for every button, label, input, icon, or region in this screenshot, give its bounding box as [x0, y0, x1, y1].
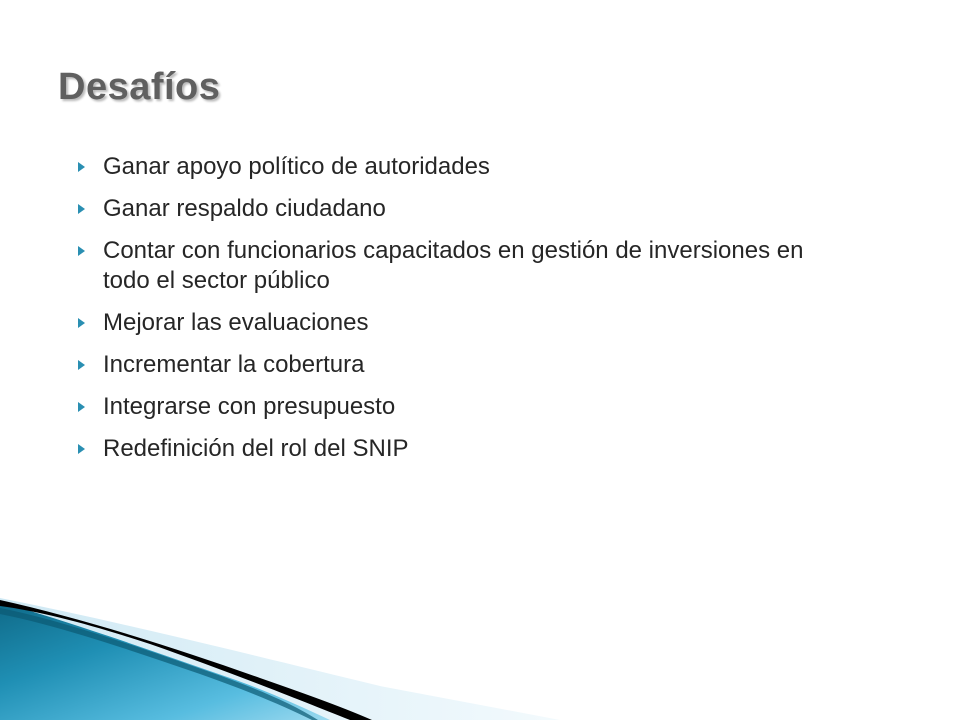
bullet-item: [78, 152, 838, 182]
bullet-item: [78, 434, 838, 464]
right-triangle-bullet-icon: [78, 162, 85, 172]
bullet-item: [78, 350, 838, 380]
right-triangle-bullet-icon: [78, 360, 85, 370]
bullet-text: Incrementar la cobertura: [103, 351, 365, 378]
bullet-text: Ganar apoyo político de autoridades: [103, 153, 490, 180]
right-triangle-bullet-icon: [78, 402, 85, 412]
right-triangle-bullet-icon: [78, 246, 85, 256]
right-triangle-bullet-icon: [78, 204, 85, 214]
bullet-text: Redefinición del rol del SNIP: [103, 435, 409, 462]
bullet-text: Contar con funcionarios capacitados en gestión de inversiones en todo el sector público: [103, 237, 804, 294]
bullet-text: Integrarse con presupuesto: [103, 393, 396, 420]
bullet-item: [78, 308, 838, 338]
bullet-item: [78, 236, 838, 296]
bullet-text: Ganar respaldo ciudadano: [103, 195, 386, 222]
right-triangle-bullet-icon: [78, 444, 85, 454]
right-triangle-bullet-icon: [78, 318, 85, 328]
bullet-list: [78, 152, 838, 464]
bullet-text: Mejorar las evaluaciones: [103, 309, 369, 336]
bullet-item: [78, 392, 838, 422]
bullet-item: [78, 194, 838, 224]
slide-title: Desafíos: [58, 66, 221, 108]
corner-swoosh-decoration: [0, 560, 960, 720]
